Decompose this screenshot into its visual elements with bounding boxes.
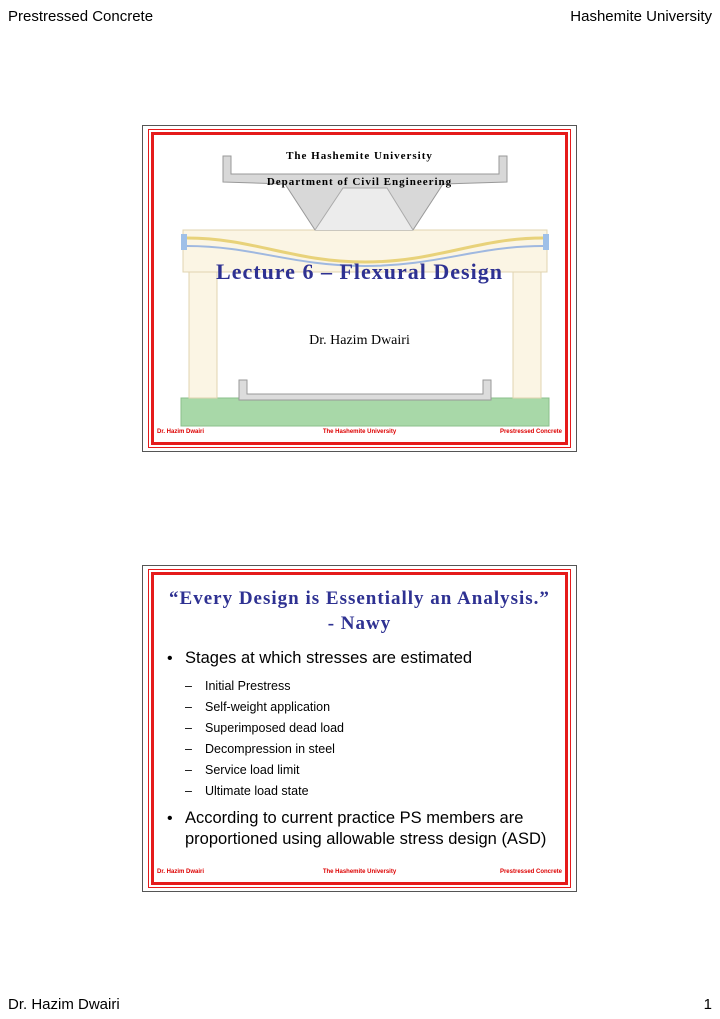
slide-footer — [157, 429, 562, 439]
bullet-text: According to current practice PS members are proportioned using allowable stress design (ASD) — [185, 809, 547, 848]
slide-footer-author: Dr. Hazim Dwairi — [157, 429, 205, 435]
slide-1 — [142, 125, 577, 452]
list-item: – Ultimate load state — [185, 784, 309, 798]
slide-footer-course: Prestressed Concrete — [499, 869, 562, 875]
department-name: Department of Civil Engineering — [266, 176, 453, 188]
page-header-university: Hashemite University — [570, 8, 712, 25]
page-number: 1 — [703, 996, 712, 1013]
list-item: – Decompression in steel — [185, 742, 335, 756]
bullet-asd — [167, 808, 560, 850]
lecture-title: Lecture 6 – Flexural Design — [216, 259, 503, 284]
slide-footer-author: Dr. Hazim Dwairi — [157, 869, 205, 875]
list-item: – Self-weight application — [185, 700, 331, 714]
page-footer-author: Dr. Hazim Dwairi — [8, 996, 120, 1013]
slide-footer-university: The Hashemite University — [322, 869, 397, 875]
university-name: The Hashemite University — [286, 150, 433, 162]
slide-footer-university: The Hashemite University — [322, 429, 397, 435]
stage-list — [185, 676, 560, 802]
list-item: – Initial Prestress — [185, 679, 291, 693]
bullet-dot-icon: • — [167, 650, 173, 667]
list-item: – Superimposed dead load — [185, 721, 344, 735]
slide-footer-course: Prestressed Concrete — [499, 429, 562, 435]
slide-2 — [142, 565, 577, 892]
slide-body — [167, 648, 560, 850]
bullet-stages — [167, 648, 560, 669]
lecture-author: Dr. Hazim Dwairi — [309, 333, 410, 348]
bullet-text: Stages at which stresses are estimated — [185, 649, 473, 667]
list-item: – Service load limit — [185, 763, 300, 777]
slide-footer — [157, 869, 562, 879]
slide-title: “Every Design is Essentially an Analysis.” - Nawy — [169, 588, 550, 634]
page-header-course: Prestressed Concrete — [8, 8, 154, 25]
bullet-dot-icon: • — [167, 810, 173, 827]
